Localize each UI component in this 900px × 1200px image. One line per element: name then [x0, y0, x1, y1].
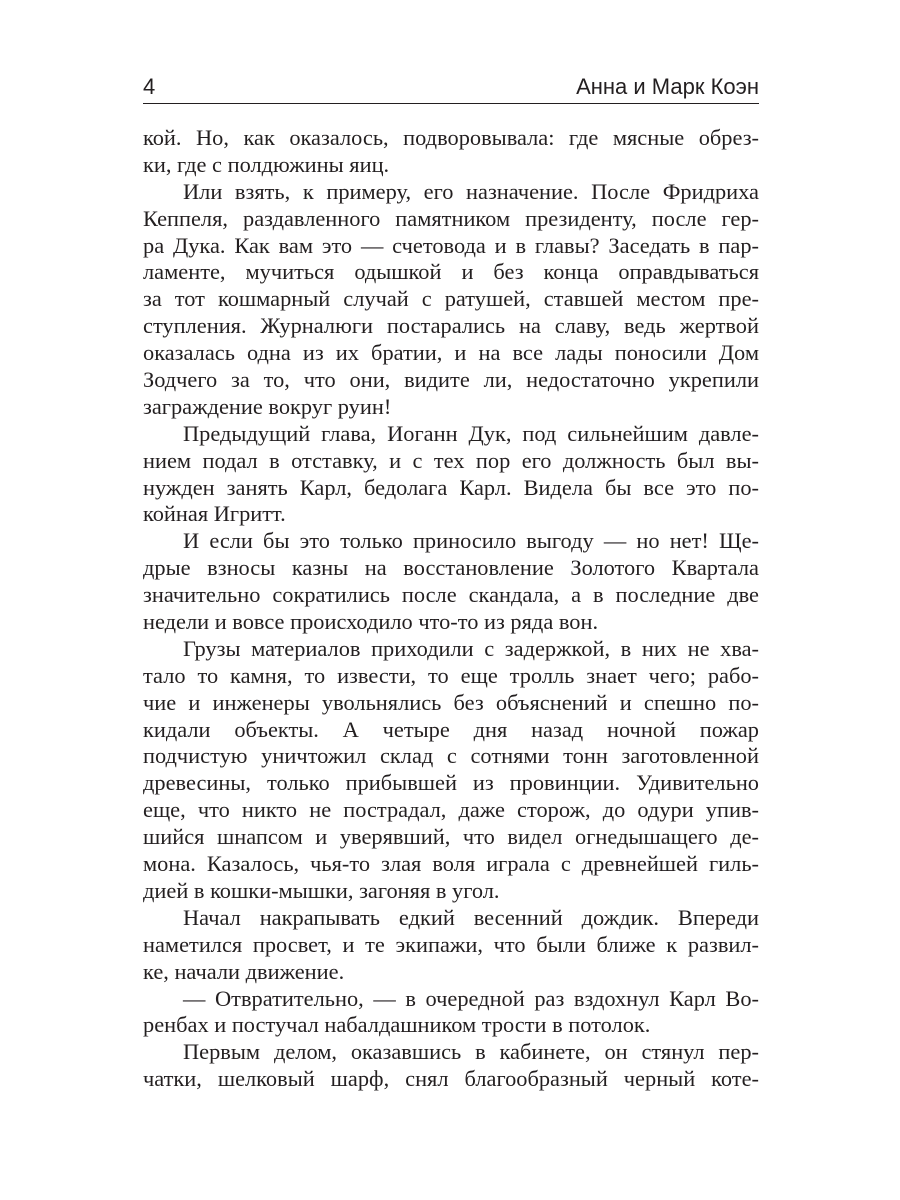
text-line: чатки, шелковый шарф, снял благообразный черный коте-	[143, 1066, 759, 1092]
header-rule	[143, 103, 759, 104]
text-line: кидали объекты. А четыре дня назад ночной пожар	[143, 716, 759, 742]
text-line: ра Дука. Как вам это — счетовода и в главы? Заседать в пар-	[143, 232, 759, 258]
text-line: Предыдущий глава, Иоганн Дук, под сильнейшим давле-	[183, 420, 759, 446]
text-line: ке, начали движение.	[143, 958, 345, 984]
body-text	[143, 125, 759, 1093]
running-head: Анна и Марк Коэн	[576, 74, 759, 99]
text-line: древесины, только прибывшей из провинции. Удивительно	[143, 770, 759, 796]
text-line: нием подал в отставку, и с тех пор его должность был вы-	[143, 447, 759, 473]
text-line: значительно сократились после скандала, а в последние две	[143, 582, 759, 608]
text-line: ламенте, мучиться одышкой и без конца оправдываться	[143, 259, 759, 285]
page-number: 4	[143, 74, 156, 99]
text-line: нужден занять Карл, бедолага Карл. Видела бы все это по-	[143, 474, 759, 500]
text-line: тало то камня, то извести, то еще тролль знает чего; рабо-	[143, 662, 759, 688]
text-line: ки, где с полдюжины яиц.	[143, 151, 390, 177]
text-line: недели и вовсе происходило что-то из ряда вон.	[143, 609, 599, 635]
text-line: Зодчего за то, что они, видите ли, недостаточно укрепили	[143, 367, 759, 393]
text-line: еще, что никто не пострадал, даже сторож, до одури упив-	[143, 797, 759, 823]
text-line: дией в кошки-мышки, загоняя в угол.	[143, 877, 500, 903]
text-line: за тот кошмарный случай с ратушей, ставшей местом пре-	[143, 286, 759, 312]
text-line: кой. Но, как оказалось, подворовывала: где мясные обрез-	[143, 125, 759, 150]
text-line: дрые взносы казны на восстановление Золотого Квартала	[143, 555, 759, 581]
text-line: Первым делом, оказавшись в кабинете, он стянул пер-	[183, 1039, 759, 1065]
text-line: ступления. Журналюги постарались на славу, ведь жертвой	[143, 313, 759, 339]
text-line: Кеппеля, раздавленного памятником президенту, после гер-	[143, 205, 759, 231]
text-line: шийся шнапсом и уверявший, что видел огнедышащего де-	[143, 824, 759, 850]
text-line: — Отвратительно, — в очередной раз вздохнул Карл Во-	[183, 985, 759, 1011]
text-line: Или взять, к примеру, его назначение. После Фридриха	[183, 178, 759, 204]
page-header	[143, 66, 759, 100]
text-line: наметился просвет, и те экипажи, что были ближе к развил-	[143, 931, 759, 957]
text-line: Грузы материалов приходили с задержкой, в них не хва-	[183, 635, 759, 661]
text-line: мона. Казалось, чья-то злая воля играла с древнейшей гиль-	[143, 851, 759, 877]
text-line: И если бы это только приносило выгоду — но нет! Ще-	[183, 528, 759, 554]
text-line: оказалась одна из их братии, и на все лады поносили Дом	[143, 340, 759, 366]
text-line: койная Игритт.	[143, 501, 286, 527]
text-line: заграждение вокруг руин!	[143, 393, 392, 419]
text-line: чие и инженеры увольнялись без объяснений и спешно по-	[143, 689, 759, 715]
text-line: ренбах и постучал набалдашником трости в потолок.	[143, 1012, 651, 1038]
text-line: подчистую уничтожил склад с сотнями тонн заготовленной	[143, 743, 759, 769]
text-line: Начал накрапывать едкий весенний дождик. Впереди	[183, 904, 759, 930]
